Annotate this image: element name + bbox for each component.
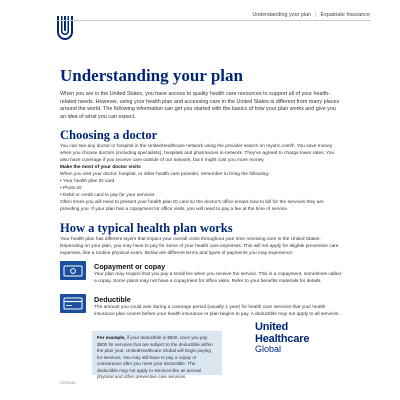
list-item: • Your health plan ID card — [60, 179, 342, 186]
section-heading-choosing-doctor: Choosing a doctor — [60, 128, 158, 142]
section-heading-health-plan: How a typical health plan works — [60, 221, 233, 235]
doctor-section-body — [60, 144, 342, 214]
doctor-paragraph-1: You can see any doctor or hospital in the UnitedHealthcare network using the provider search on myuhc.com®. You save money when you choose doctors (including specialists), hospitals and pharmacies in-network. They've agreed to charge lower rates. You also have coverage if you receive care outside of our network, but it might cost you more money. — [60, 144, 335, 163]
unitedhealthcare-logo-icon — [56, 14, 74, 44]
copay-body: Your plan may require that you pay a small fee when you receive the service. This is a copayment, sometimes called a copay. Some plans may not have a copayment for office visits. Refer to your benefits materials for details. — [94, 272, 341, 284]
plan-paragraph: Your health plan has different layers that impact your overall costs throughout your time receiving care in the United States. Depending on your plan, you may have to pay for some of your health care expenses. This will not apply for eligible preventive care expenses, like a routine physical exam. Below are different terms and types of payments you may experience: — [60, 237, 339, 256]
bring-list — [60, 179, 342, 199]
header-link-understanding[interactable]: Understanding your plan — [252, 12, 312, 18]
brand-line-2: Healthcare — [255, 332, 310, 345]
brand-line-1: United — [255, 321, 289, 333]
page-title: Understanding your plan — [60, 66, 243, 85]
doctor-paragraph-2: When you visit your doctor, hospital, or other health care provider, remember to bring the following: — [60, 172, 270, 178]
doctor-subheading: Make the most of your doctor visits — [60, 165, 141, 171]
header-separator: | — [315, 12, 317, 18]
list-item: • Debit or credit card to pay for your services — [60, 193, 342, 200]
money-icon — [60, 261, 86, 280]
deductible-body: The amount you could owe during a coverage period (usually 1 year) for health care services that your health insurance plan covers before your health insurance or plan begins to pay. A deductible may not apply to all services. — [94, 305, 340, 317]
header-divider — [56, 20, 370, 21]
card-icon — [60, 294, 86, 313]
callout-lead: For example, — [97, 335, 126, 340]
document-code: UHT0146 — [60, 381, 76, 385]
doctor-paragraph-3: Often times you will need to present your health plan ID card so the doctor's office knows how to bill for the services they are providing you. If your plan has a copayment for office visits, you will need to pay a fee at the time of service. — [60, 200, 324, 213]
intro-paragraph: When you are in the United States, you have access to quality health care resources to support all of your health-related needs. However, using your health plan and accessing care in the United States is different from many places around the world. The following information can get you started with the basics of how your plan works and give you an idea of what you can expect. — [60, 91, 340, 121]
deductible-heading: Deductible — [94, 295, 131, 304]
copay-heading: Copayment or copay — [94, 262, 166, 271]
brand-line-3: Global — [255, 344, 282, 355]
brand-wordmark — [255, 322, 309, 355]
header-links — [252, 12, 370, 18]
example-callout — [92, 331, 222, 380]
header-link-expatriate[interactable]: Expatriate Insurance — [320, 12, 370, 18]
callout-text: if your deductible is $500, once you pay $500 for services that are subject to the deductible within the plan year, UnitedHealthcare Global will begin paying for services. You may still have to pay a copay or coinsurance after you meet your deductible. The deductible may not apply to services like an annual physical and other preventive care services. — [97, 335, 213, 380]
list-item: • Photo ID — [60, 186, 342, 193]
